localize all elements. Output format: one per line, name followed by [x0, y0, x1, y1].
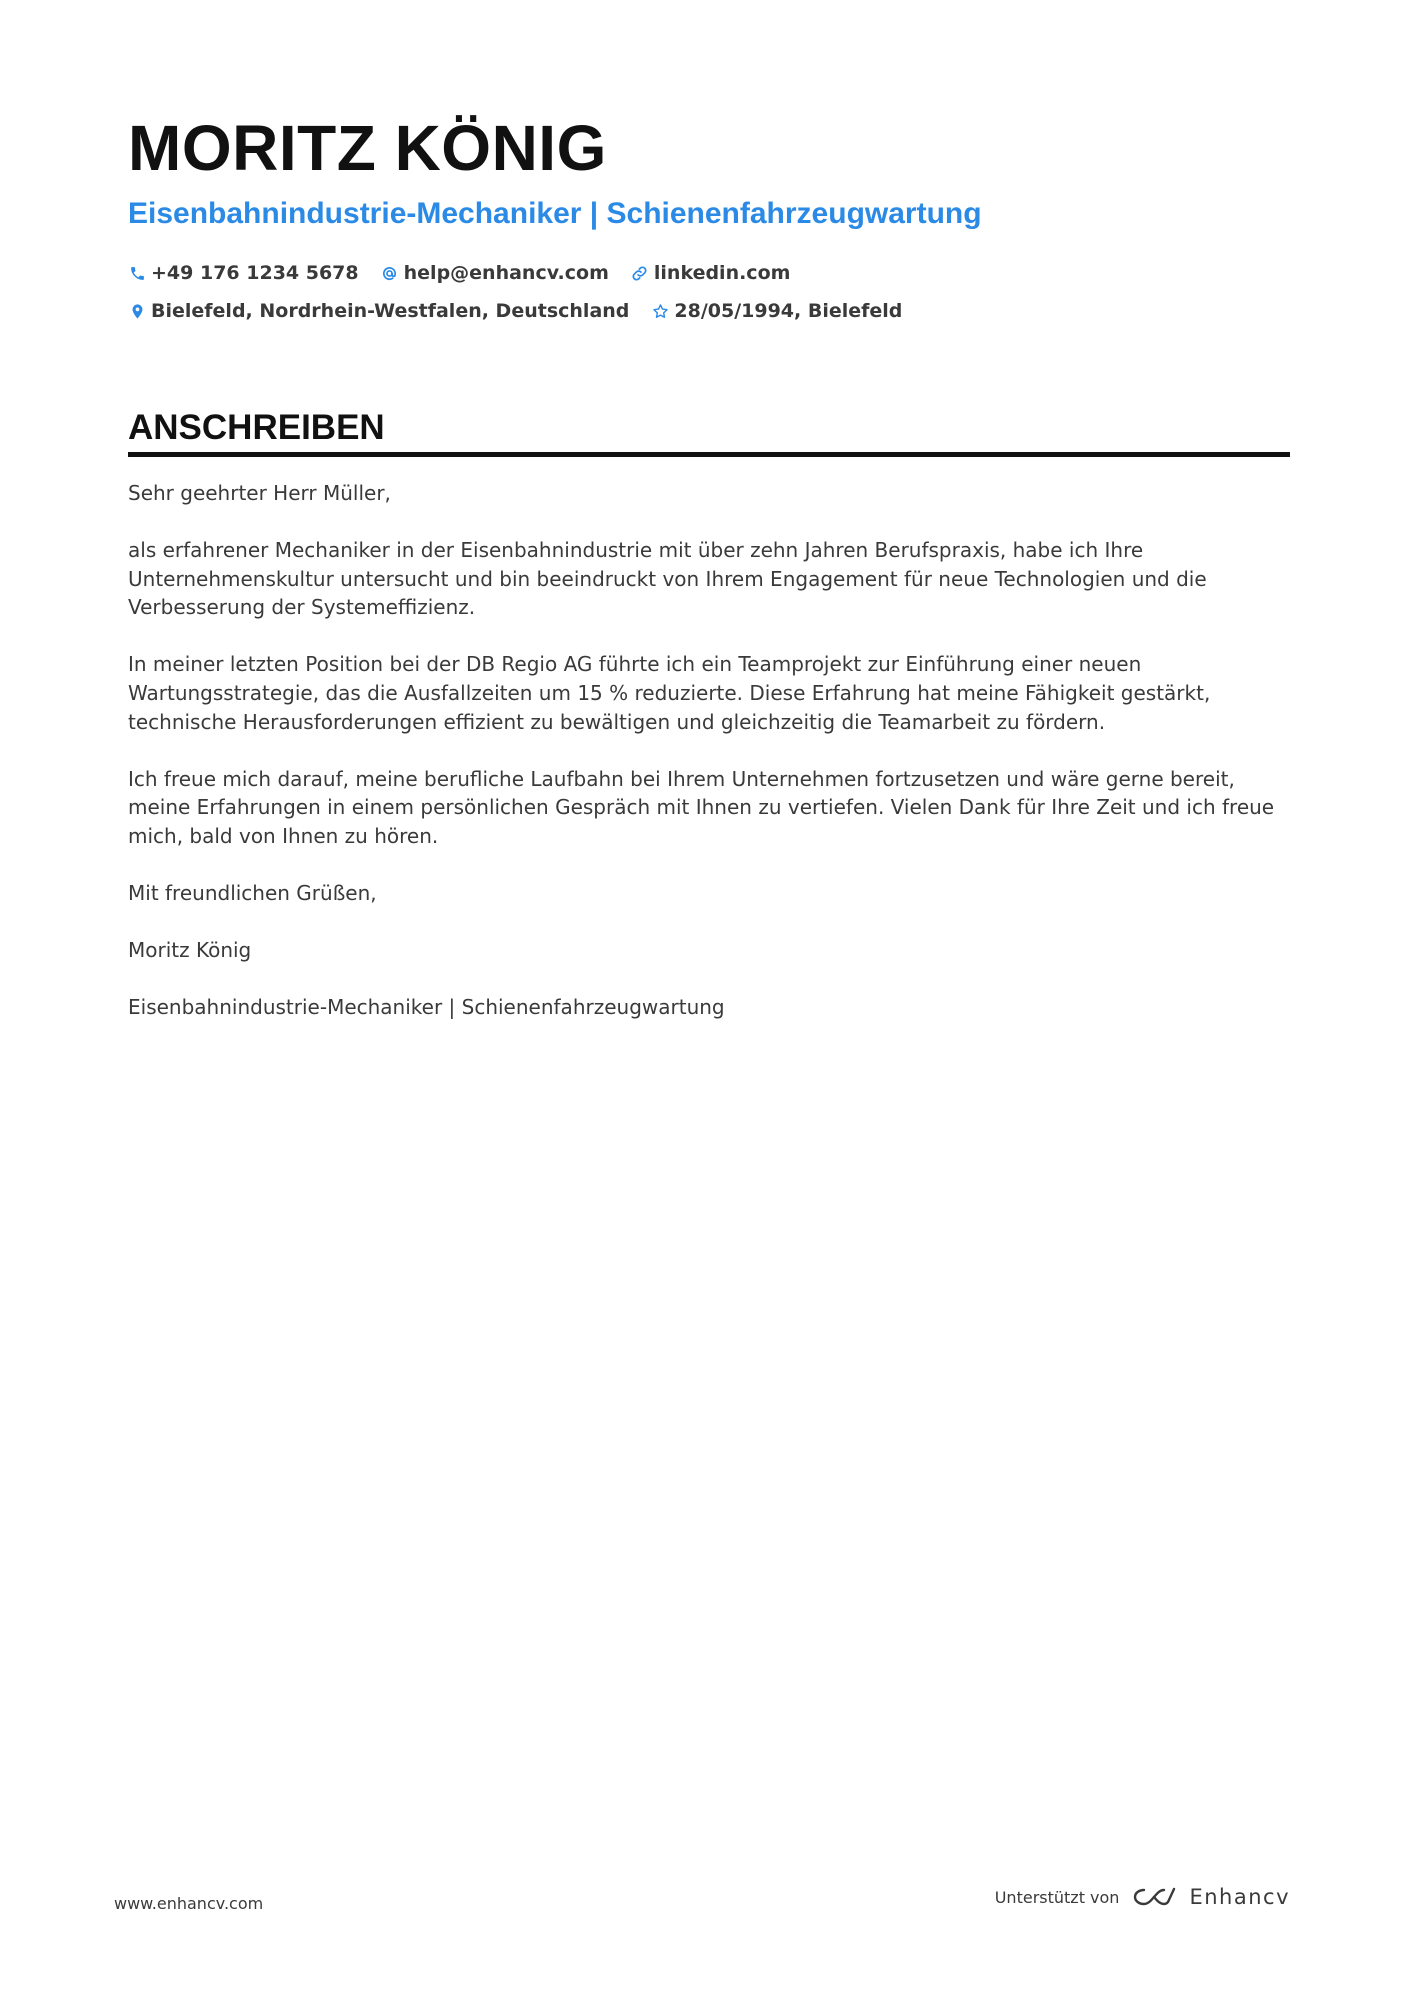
- contact-phone-text: +49 176 1234 5678: [151, 262, 359, 284]
- signature-name: Moritz König: [128, 938, 252, 963]
- link-icon: [631, 264, 649, 282]
- powered-by-label: Unterstützt von: [994, 1887, 1120, 1907]
- contact-email[interactable]: [381, 254, 609, 292]
- candidate-name: MORITZ KÖNIG: [128, 112, 607, 184]
- enhancv-infinity-icon: [1131, 1884, 1177, 1910]
- contact-location-text: Bielefeld, Nordrhein-Westfalen, Deutschland: [151, 300, 630, 322]
- section-title: ANSCHREIBEN: [128, 408, 385, 447]
- contact-email-text[interactable]: help@enhancv.com: [403, 262, 609, 284]
- footer-branding: [995, 1884, 1290, 1910]
- star-icon: [651, 302, 669, 320]
- enhancv-logo[interactable]: [1131, 1884, 1290, 1910]
- section-divider: [128, 452, 1290, 457]
- at-icon: [381, 264, 399, 282]
- letter-salutation: Sehr geehrter Herr Müller,: [128, 481, 391, 505]
- letter-paragraph: Ich freue mich darauf, meine berufliche Laufbahn bei Ihrem Unternehmen fortzusetzen und wäre gerne bereit, meine Erfahrungen in einem persönlichen Gespräch mit Ihnen zu vertiefen. Vielen Dank für Ihre Zeit und ich freue mich, bald von Ihnen zu hören.: [128, 766, 1275, 848]
- letter-paragraph: In meiner letzten Position bei der DB Regio AG führte ich ein Teamprojekt zur Einführung einer neuen Wartungsstrategie, das die Ausfallzeiten um 15 % reduzierte. Diese Erfahrung hat meine Fähigkeit gestärkt, technische Herausforderungen effizient zu bewältigen und gleichzeitig die Teamarbeit zu fördern.: [128, 652, 1211, 734]
- contact-birth: [651, 292, 902, 330]
- letter-paragraph: als erfahrener Mechaniker in der Eisenbahnindustrie mit über zehn Jahren Berufspraxis, habe ich Ihre Unternehmenskultur untersucht und bin beeindruckt von Ihrem Engagement für neue Technologien und die Verbesserung der Systemeffizienz.: [128, 538, 1207, 620]
- letter-body: [128, 479, 1290, 1022]
- header: [128, 108, 1288, 330]
- contact-linkedin-text[interactable]: linkedin.com: [653, 262, 791, 284]
- phone-icon: [128, 264, 146, 282]
- contact-phone: [128, 254, 359, 292]
- contact-location: [128, 292, 629, 330]
- contact-linkedin[interactable]: [631, 254, 791, 292]
- contact-list: [128, 254, 1288, 330]
- candidate-role: Eisenbahnindustrie-Mechaniker | Schienenfahrzeugwartung: [128, 197, 982, 230]
- letter-closing: Mit freundlichen Grüßen,: [128, 880, 377, 905]
- signature-title: Eisenbahnindustrie-Mechaniker | Schienenfahrzeugwartung: [128, 995, 725, 1020]
- footer-website[interactable]: www.enhancv.com: [114, 1894, 264, 1913]
- map-pin-icon: [128, 302, 146, 320]
- cover-letter-section: [128, 406, 1290, 1050]
- contact-birth-text: 28/05/1994, Bielefeld: [674, 300, 903, 322]
- enhancv-wordmark: Enhancv: [1189, 1885, 1290, 1909]
